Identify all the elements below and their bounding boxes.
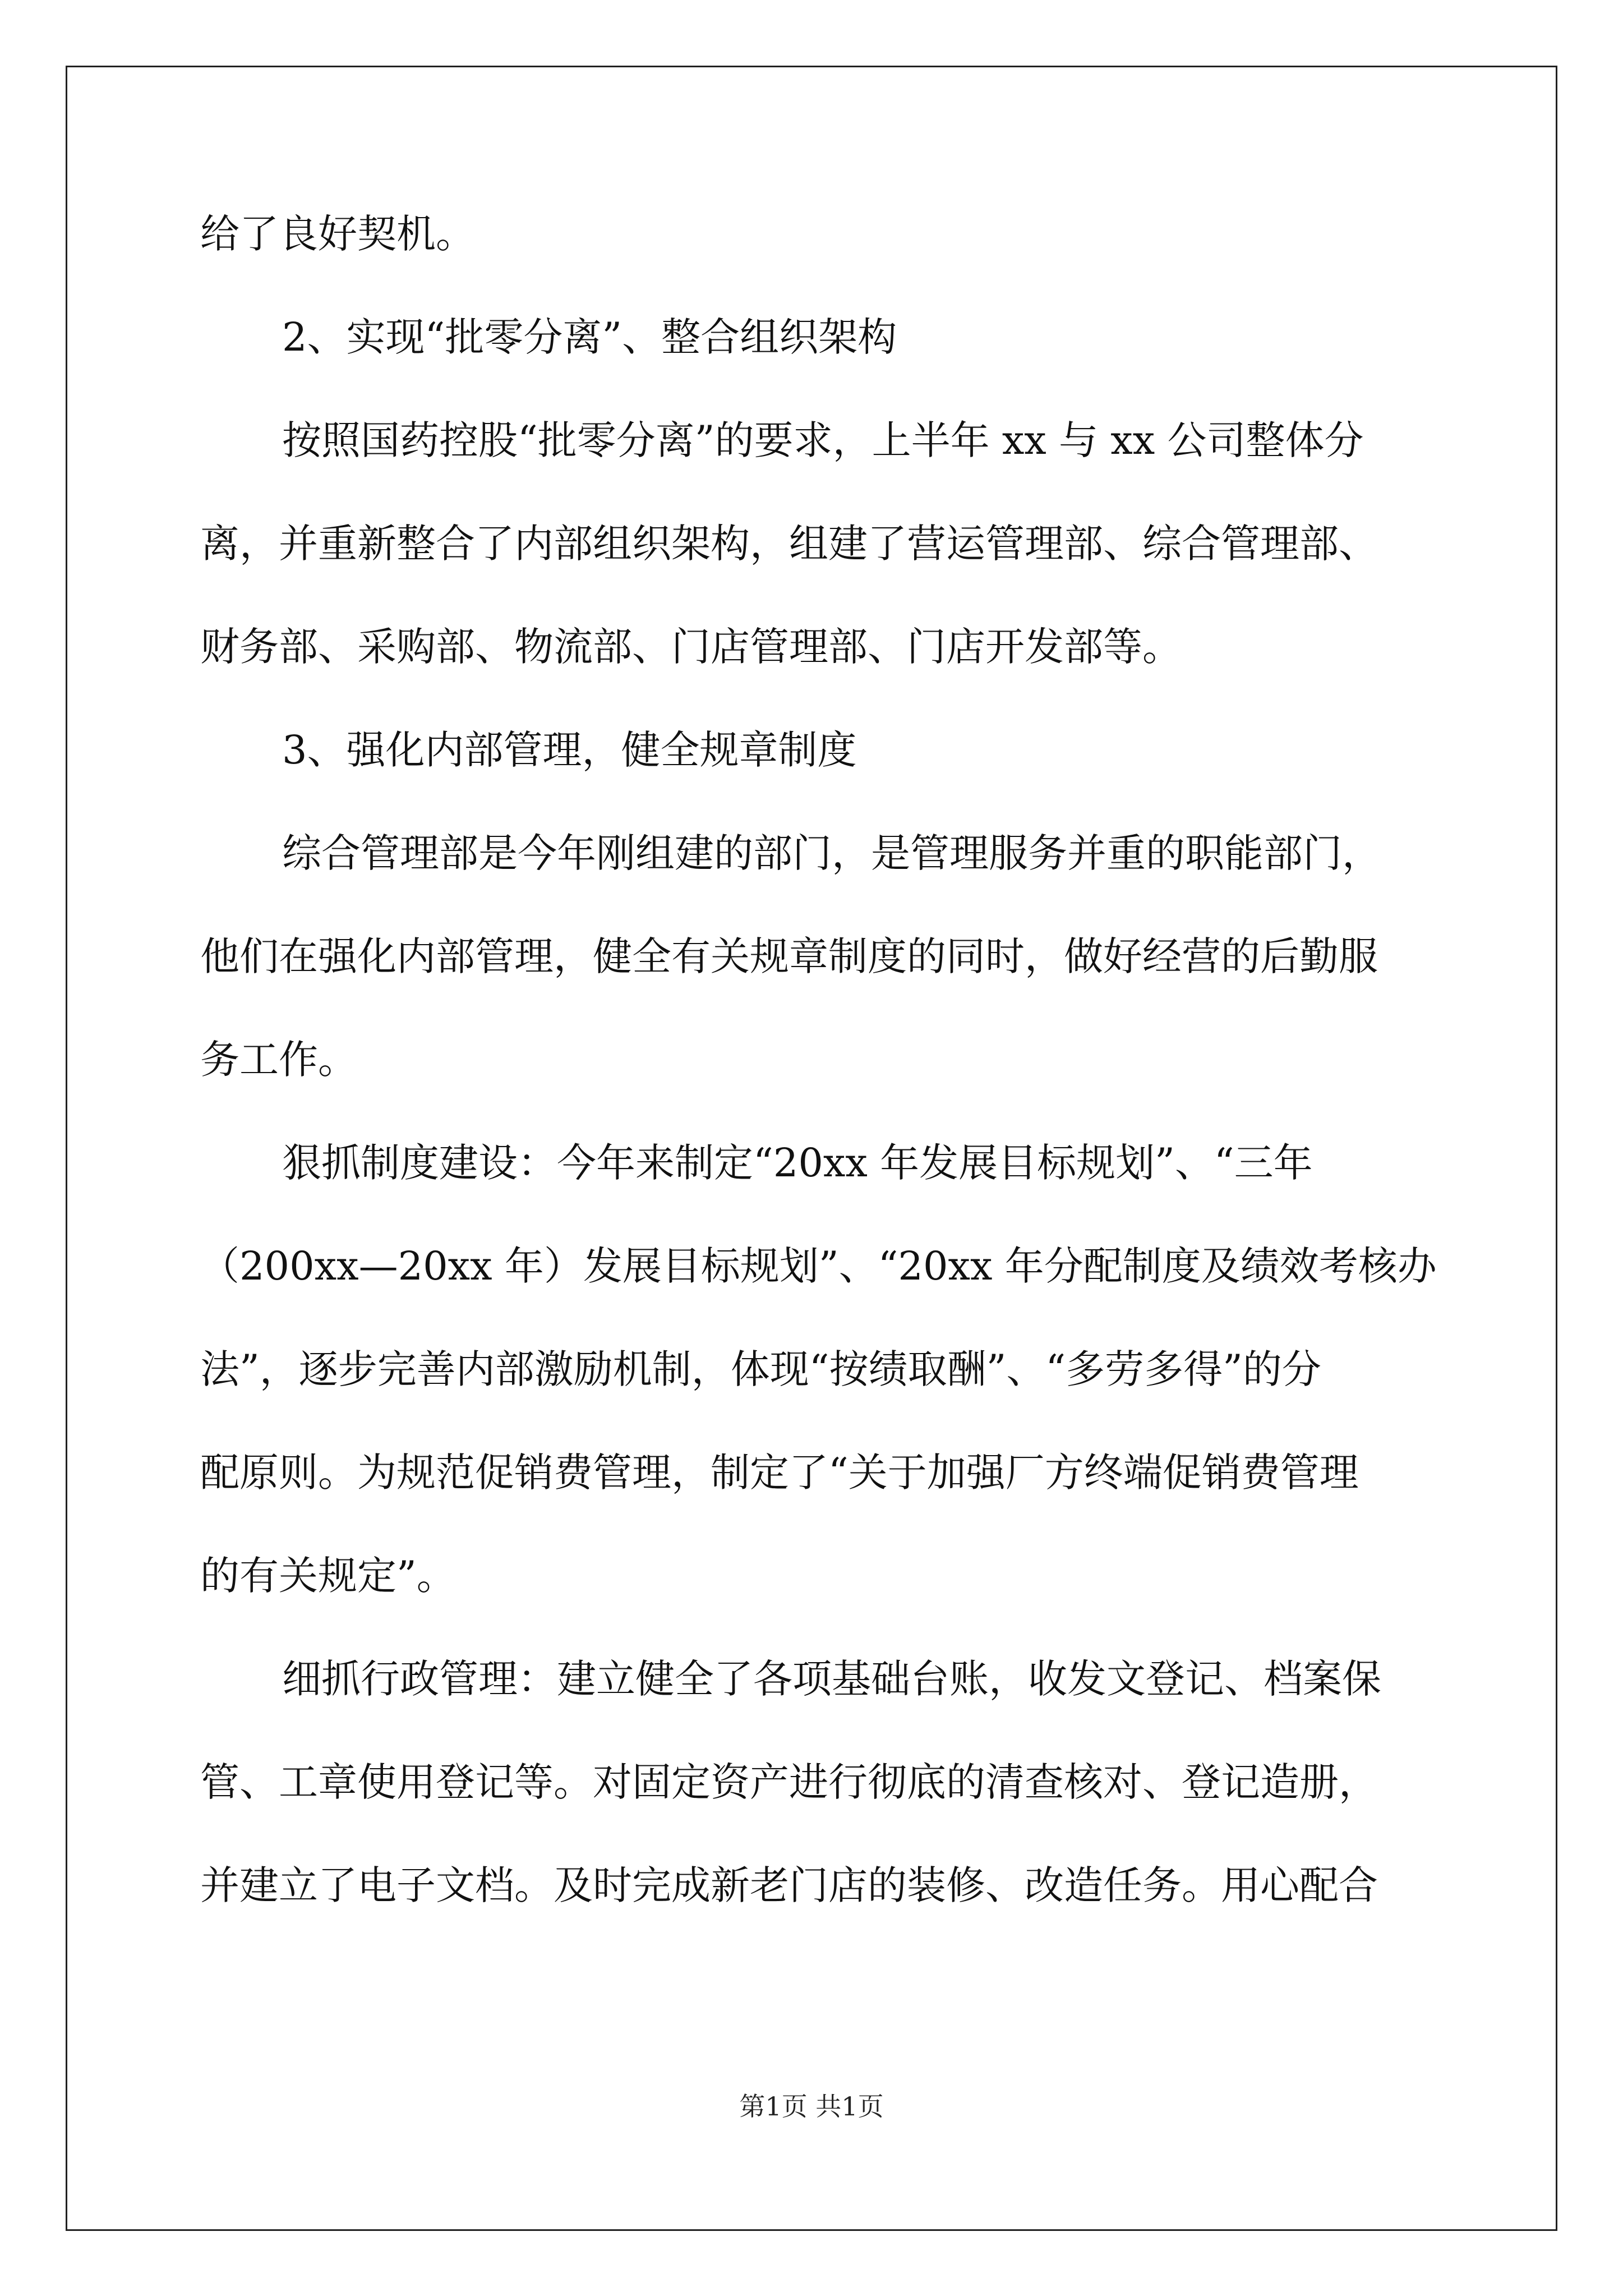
- paragraph-line: （200xx—20xx 年）发展目标规划”、“20xx 年分配制度及绩效考核办: [200, 1243, 1437, 1289]
- paragraph-line: 管、工章使用登记等。对固定资产进行彻底的清查核对、登记造册，: [200, 1759, 1378, 1805]
- page-footer: 第1页 共1页: [739, 2091, 884, 2122]
- paragraph-line: 并建立了电子文档。及时完成新老门店的装修、改造任务。用心配合: [200, 1862, 1378, 1908]
- paragraph-line: 法”，逐步完善内部激励机制，体现“按绩取酬”、“多劳多得”的分: [200, 1346, 1321, 1392]
- paragraph-line: 给了良好契机。: [200, 211, 475, 257]
- paragraph-line: 配原则。为规范促销费管理，制定了“关于加强厂方终端促销费管理: [200, 1450, 1359, 1496]
- paragraph-line: 按照国药控股“批零分离”的要求，上半年 xx 与 xx 公司整体分: [282, 417, 1364, 463]
- paragraph-line: 狠抓制度建设：今年来制定“20xx 年发展目标规划”、“三年: [282, 1140, 1313, 1186]
- paragraph-line: 的有关规定”。: [200, 1553, 456, 1599]
- section-heading: 2、实现“批零分离”、整合组织架构: [282, 314, 897, 360]
- section-heading: 3、强化内部管理，健全规章制度: [282, 727, 857, 773]
- paragraph-line: 他们在强化内部管理，健全有关规章制度的同时，做好经营的后勤服: [200, 933, 1378, 979]
- paragraph-line: 综合管理部是今年刚组建的部门，是管理服务并重的职能部门，: [282, 830, 1381, 876]
- paragraph-line: 细抓行政管理：建立健全了各项基础台账，收发文登记、档案保: [282, 1656, 1381, 1702]
- paragraph-line: 财务部、采购部、物流部、门店管理部、门店开发部等。: [200, 624, 1182, 670]
- paragraph-line: 离，并重新整合了内部组织架构，组建了营运管理部、综合管理部、: [200, 521, 1378, 567]
- paragraph-line: 务工作。: [200, 1037, 357, 1083]
